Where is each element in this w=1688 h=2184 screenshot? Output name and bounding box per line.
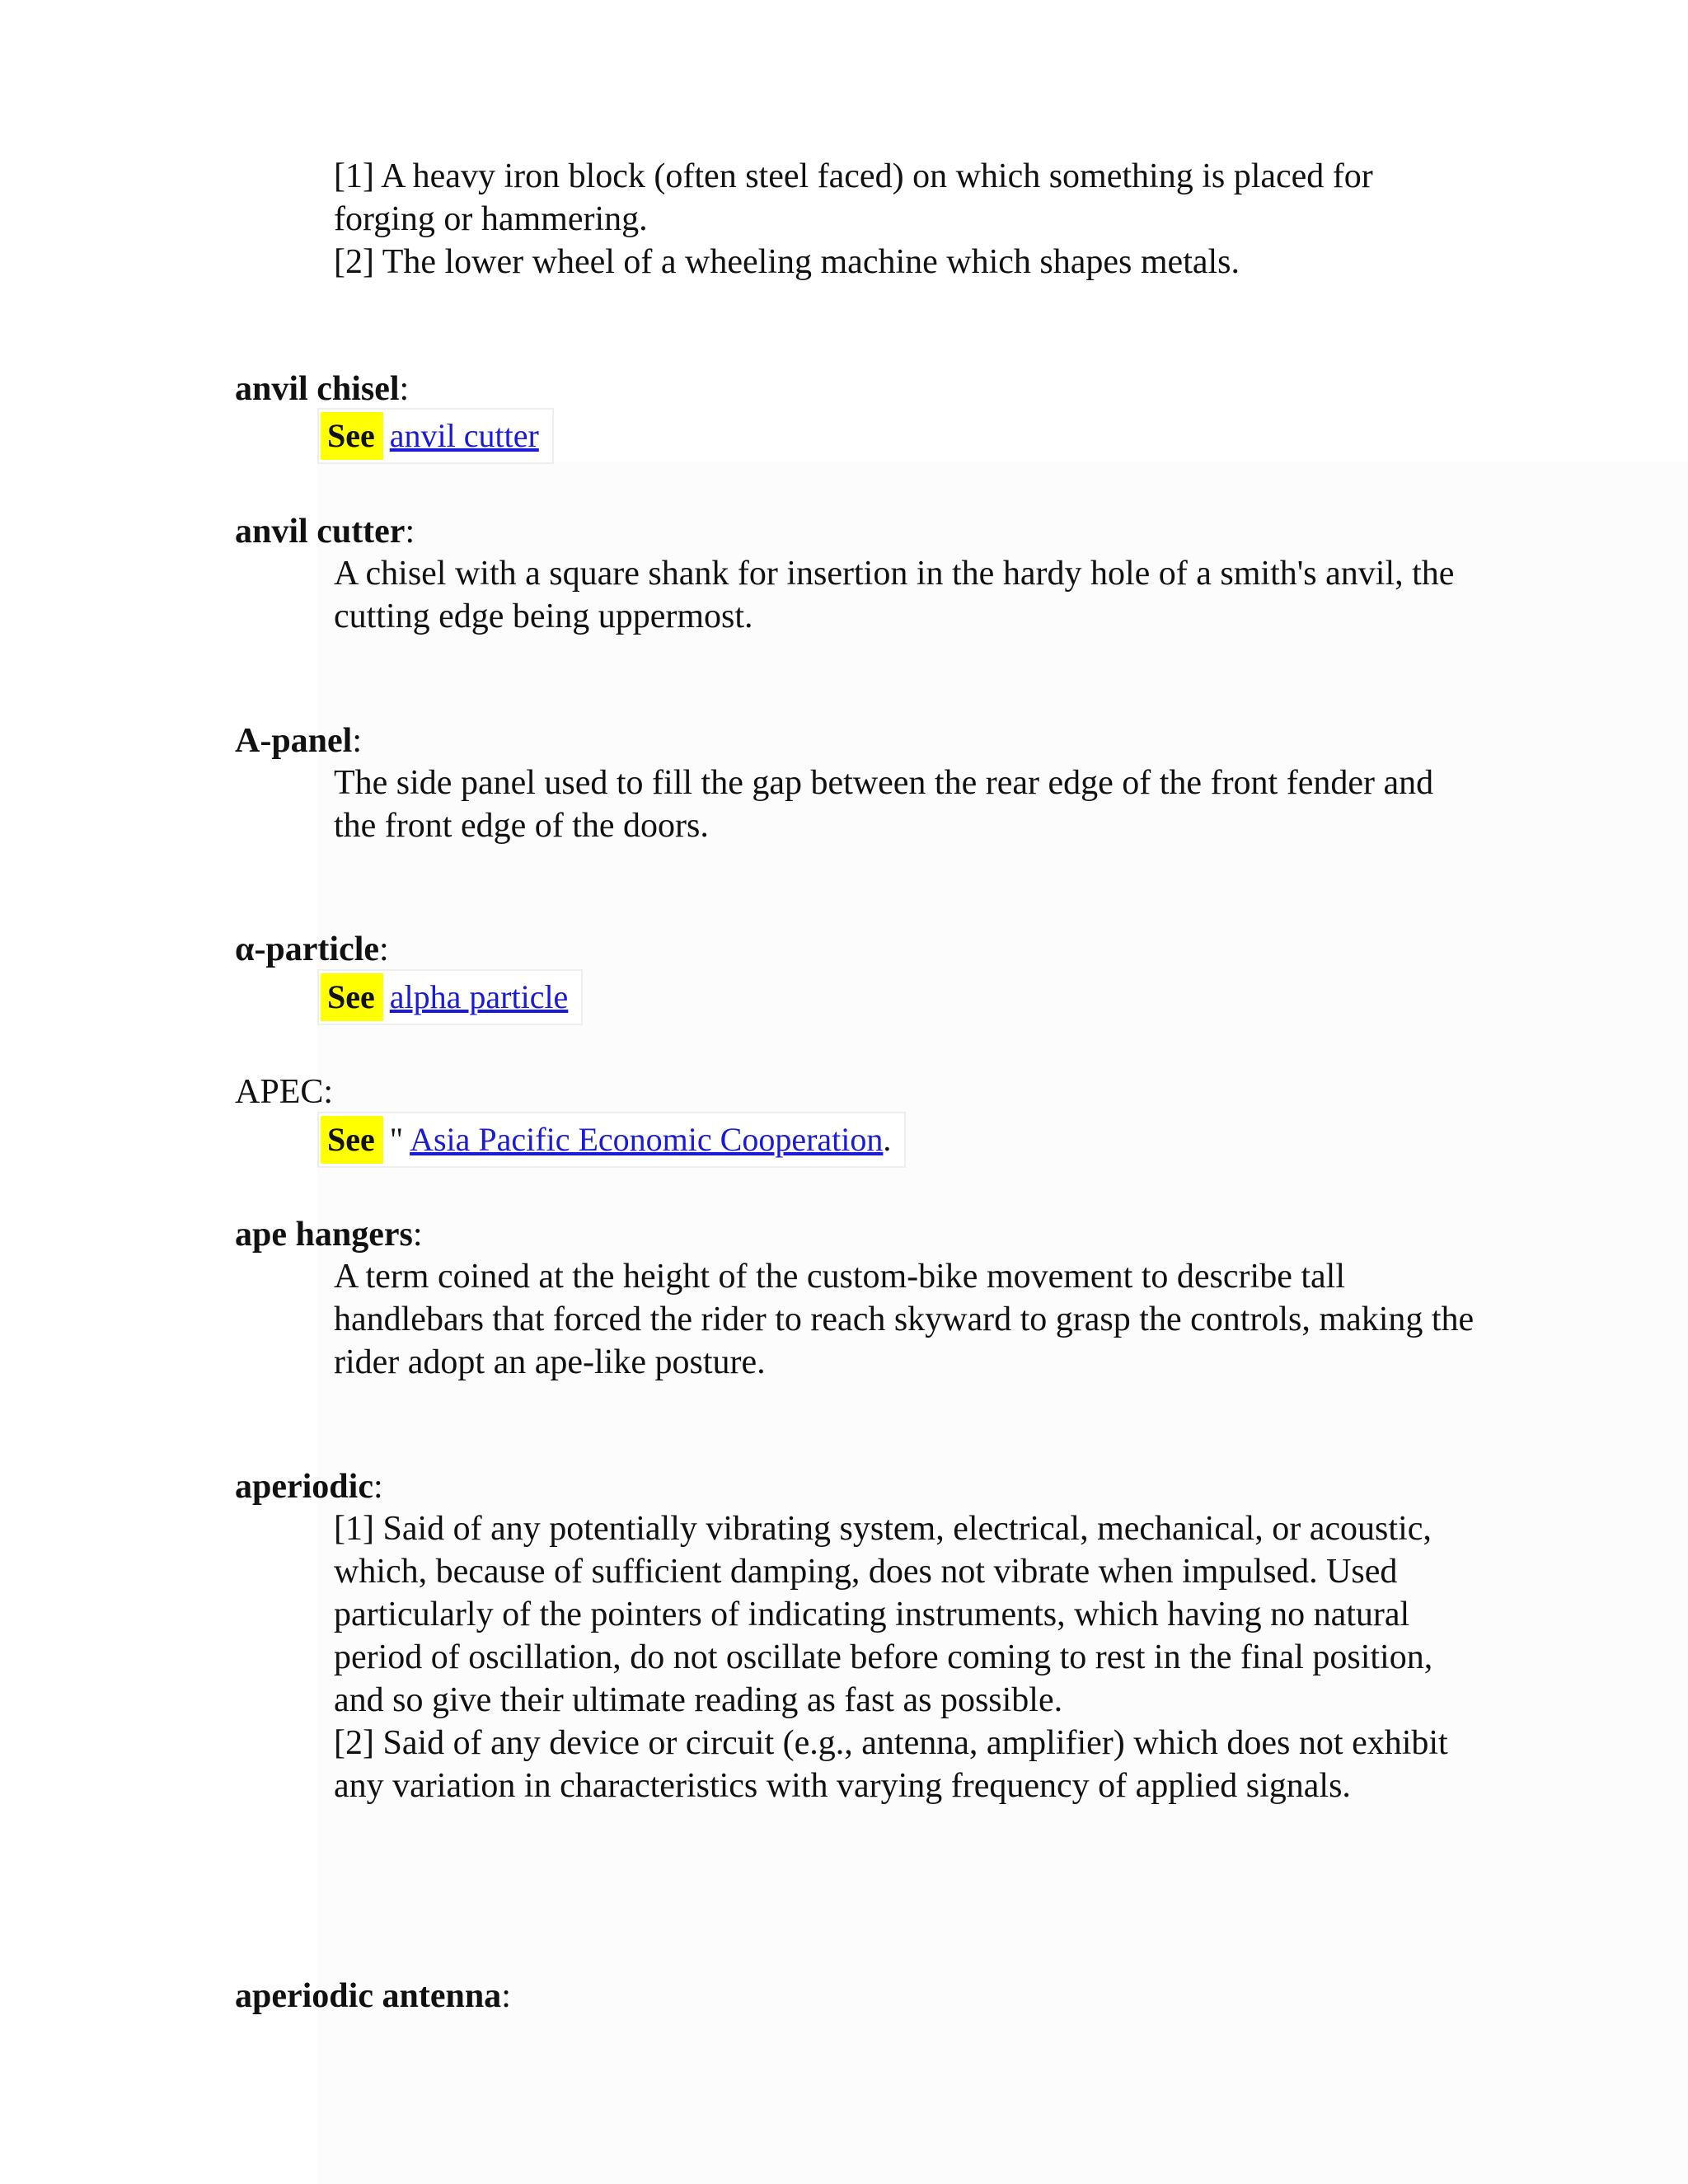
term-a-panel: A-panel xyxy=(235,722,353,760)
definition-line: [2] The lower wheel of a wheeling machine which shapes metals. xyxy=(334,243,1240,281)
definition-line: The side panel used to fill the gap between the rear edge of the front fender and the front edge of the doors. xyxy=(334,764,1434,845)
definition-anvil-cutter xyxy=(334,552,1479,638)
link-anvil-cutter[interactable]: anvil cutter xyxy=(389,417,539,454)
entry-term xyxy=(235,1213,423,1256)
definition-anvil xyxy=(334,155,1479,284)
definition-line: [1] Said of any potentially vibrating system, electrical, mechanical, or acoustic, which, because of sufficient damping, does not vibrate when impulsed. Used particularly of the pointers of indicating instruments, which having no natural period of oscillation, do not oscillate before coming to rest in the final position, and so give their ultimate reading as fast as possible. xyxy=(334,1510,1433,1719)
entry-term xyxy=(235,1465,383,1508)
term-aperiodic-antenna: aperiodic antenna xyxy=(235,1977,502,2015)
term-colon: : xyxy=(501,1977,511,2015)
definition-line: A chisel with a square shank for insertion in the hardy hole of a smith's anvil, the cutting edge being uppermost. xyxy=(334,555,1455,635)
entry-term xyxy=(235,368,409,410)
entry-term xyxy=(235,1975,511,2018)
entry-term xyxy=(235,719,362,762)
term-colon: : xyxy=(379,930,389,968)
term-colon: : xyxy=(323,1073,334,1111)
entry-term xyxy=(235,928,389,971)
see-label: See xyxy=(321,412,383,460)
term-anvil-chisel: anvil chisel xyxy=(235,370,400,408)
definition-ape-hangers xyxy=(334,1255,1479,1384)
see-reference-alpha-particle xyxy=(317,969,583,1025)
entry-term xyxy=(235,510,415,553)
term-colon: : xyxy=(352,722,363,760)
term-ape-hangers: ape hangers xyxy=(235,1216,413,1254)
see-suffix: . xyxy=(883,1121,892,1158)
term-alpha-particle: α-particle xyxy=(235,930,380,968)
term-colon: : xyxy=(373,1468,383,1506)
link-alpha-particle[interactable]: alpha particle xyxy=(389,978,569,1015)
see-label: See xyxy=(321,1116,383,1164)
link-asia-pacific-economic-cooperation[interactable]: Asia Pacific Economic Cooperation xyxy=(410,1121,884,1158)
entry-term xyxy=(235,1071,333,1113)
term-colon: : xyxy=(412,1216,423,1254)
term-aperiodic: aperiodic xyxy=(235,1468,373,1506)
definition-line: A term coined at the height of the custom-bike movement to describe tall handlebars that forced the rider to reach skyward to grasp the controls, making the rider adopt an ape-like posture. xyxy=(334,1258,1475,1381)
see-reference-apec xyxy=(317,1112,906,1168)
see-label: See xyxy=(321,973,383,1021)
definition-aperiodic xyxy=(334,1507,1479,1807)
term-anvil-cutter: anvil cutter xyxy=(235,513,406,551)
see-reference-anvil-chisel xyxy=(317,408,554,464)
term-apec: APEC xyxy=(235,1073,324,1111)
term-colon: : xyxy=(399,370,410,408)
term-colon: : xyxy=(405,513,415,551)
definition-line: [1] A heavy iron block (often steel faced) on which something is placed for forging or hammering. xyxy=(334,157,1373,238)
see-prefix: " xyxy=(389,1121,404,1158)
definition-a-panel xyxy=(334,762,1479,847)
definition-line: [2] Said of any device or circuit (e.g., antenna, amplifier) which does not exhibit any variation in characteristics with varying frequency of applied signals. xyxy=(334,1724,1448,1805)
